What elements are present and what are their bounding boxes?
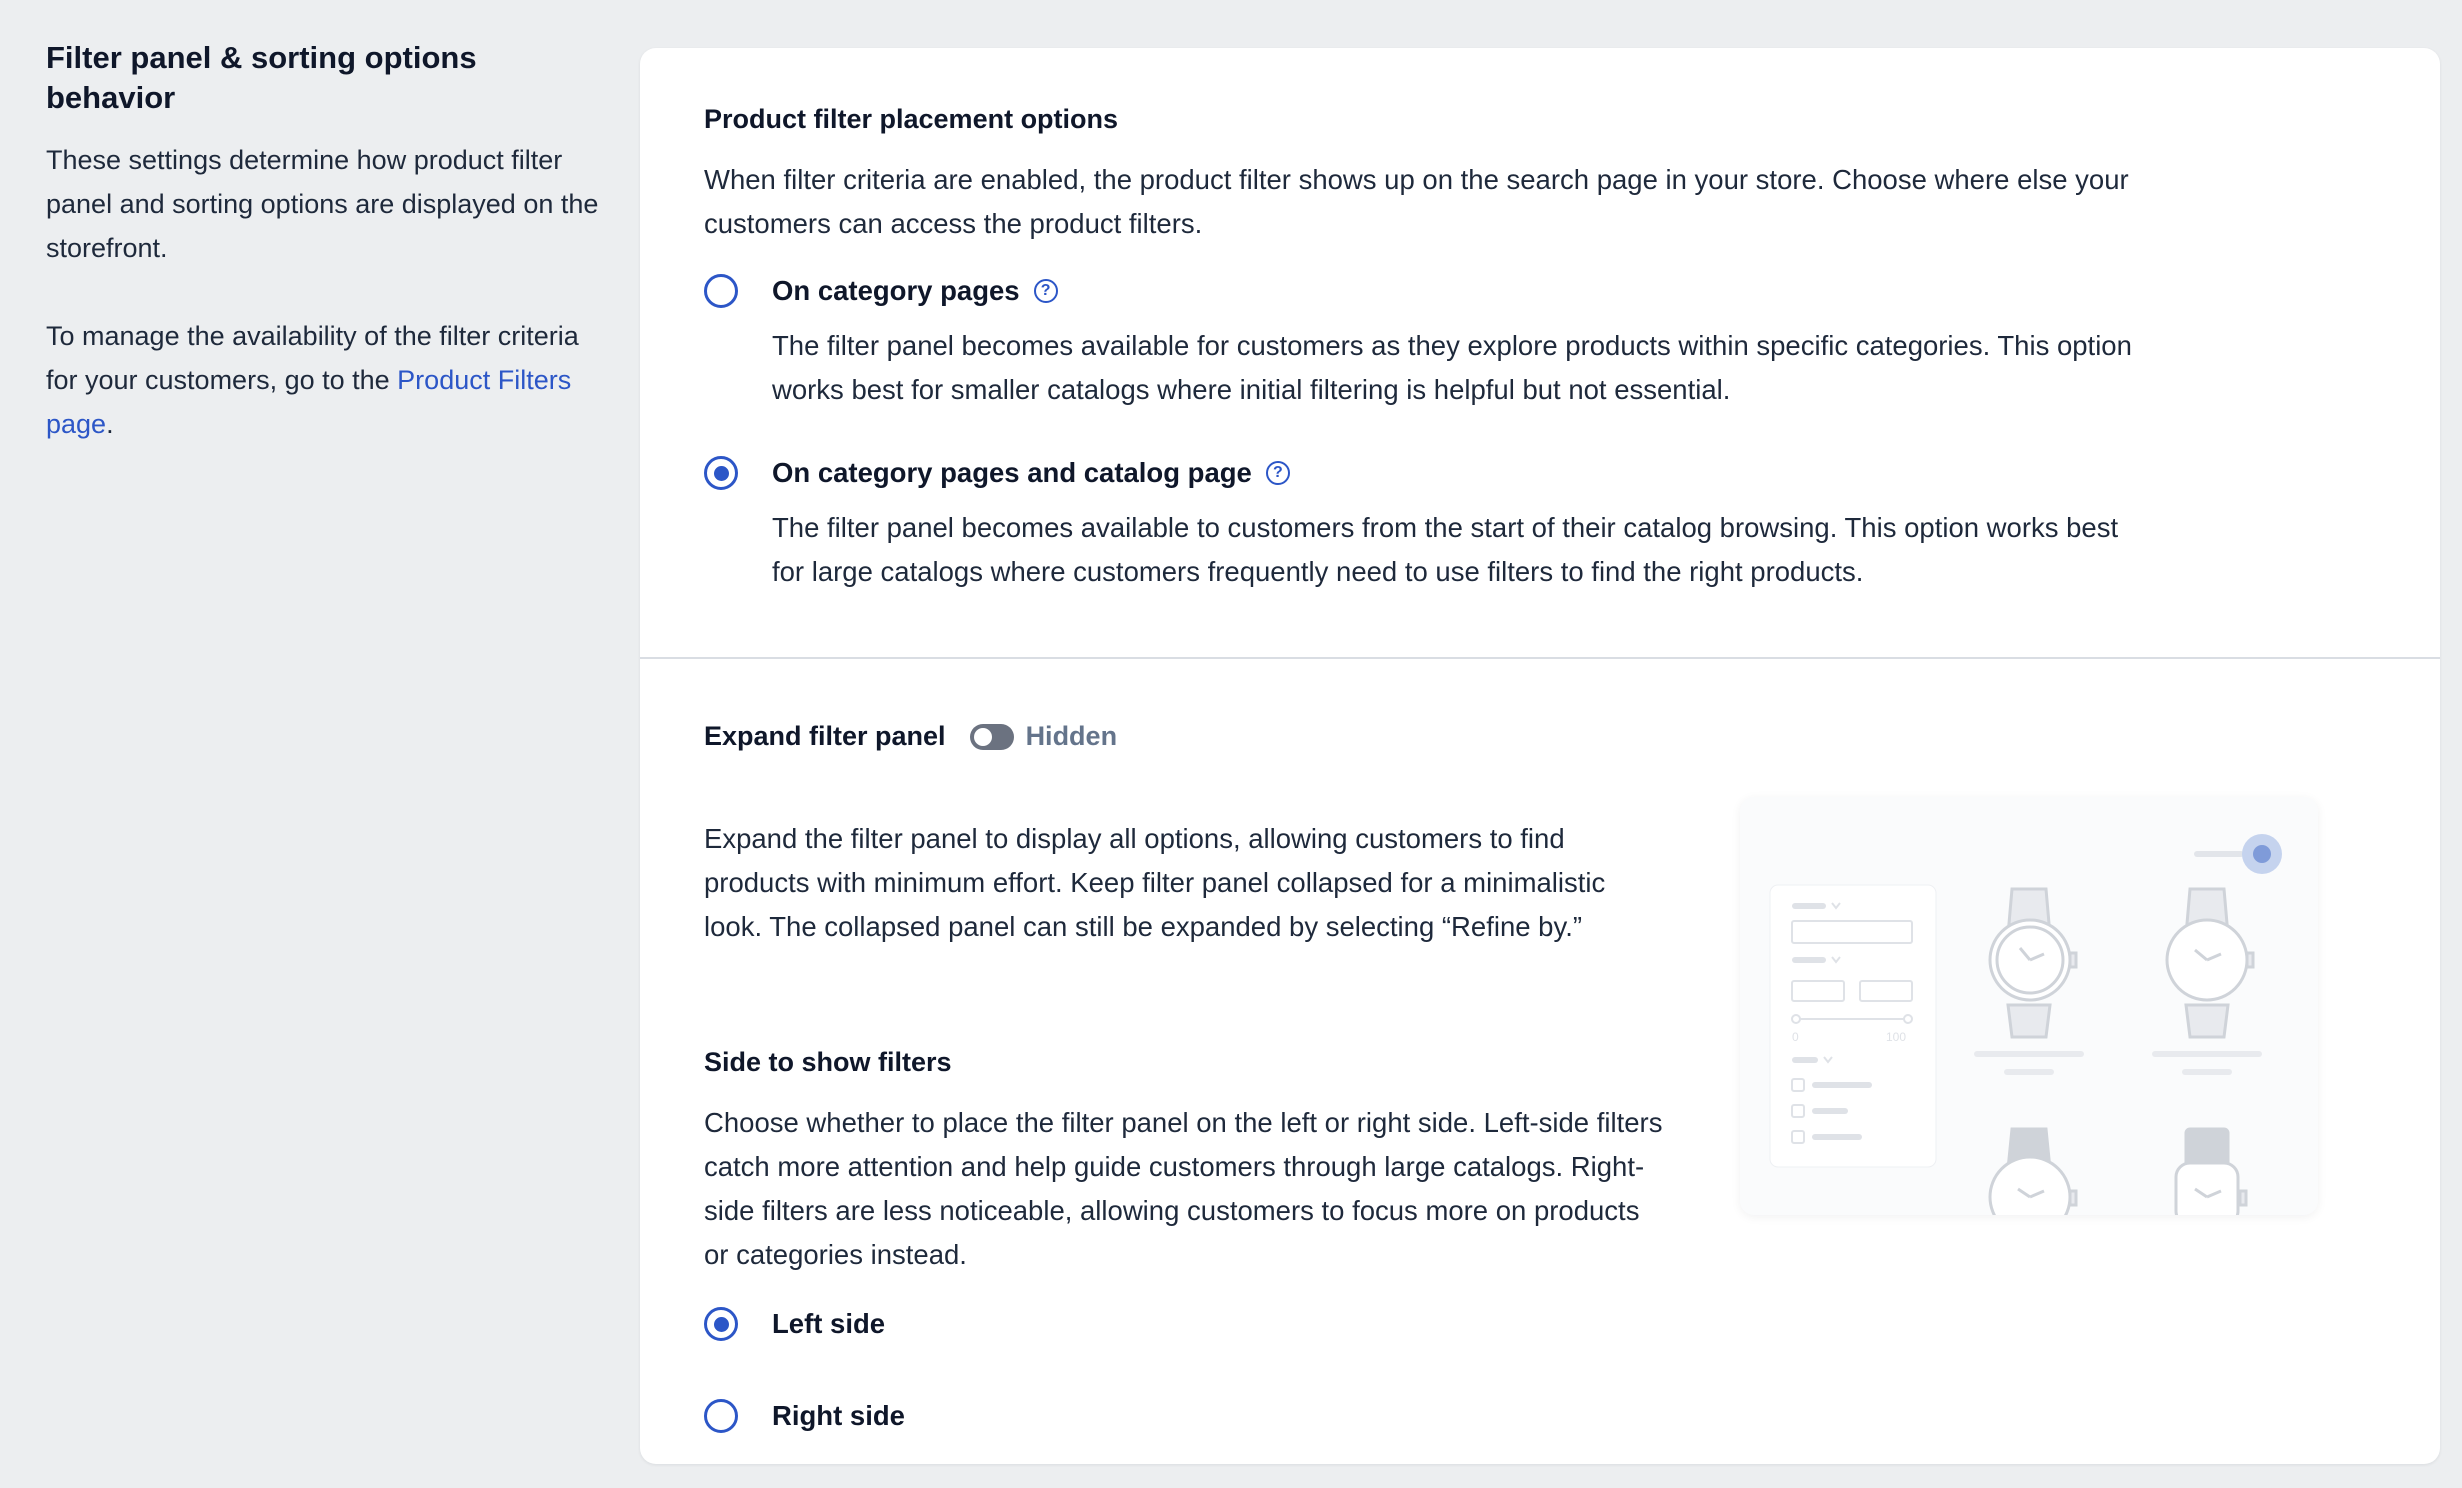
option-category-pages[interactable]	[704, 274, 1058, 308]
placement-section	[640, 48, 2440, 658]
section-title: Filter panel & sorting options behavior	[46, 40, 477, 115]
radio-category-pages[interactable]	[704, 274, 738, 308]
side-title: Side to show filters	[704, 1047, 952, 1077]
section-description-text: These settings determine how product filter panel and sorting options are displayed on the storefront.	[46, 145, 599, 263]
option-description: The filter panel becomes available for customers as they explore products within specific categories. This option works best for smaller catalogs where initial filtering is helpful but not essential.	[772, 330, 2132, 405]
radio-left-side[interactable]	[704, 1307, 738, 1341]
illus-watch-2	[2167, 889, 2253, 1037]
option-category-and-catalog[interactable]	[704, 456, 1290, 490]
help-icon[interactable]: ?	[1034, 279, 1058, 303]
illus-toggle-track	[2194, 851, 2244, 857]
settings-card	[640, 48, 2440, 1464]
help-icon[interactable]: ?	[1266, 461, 1290, 485]
product-filters-link[interactable]: Product Filters page	[46, 365, 572, 439]
option-label: On category pages and catalog page	[772, 457, 1252, 488]
illustration-graphic	[1740, 797, 2318, 1215]
option-description: The filter panel becomes available to customers from the start of their catalog browsing. This option works best for large catalogs where customers frequently need to use filters to find the right products.	[772, 512, 2119, 587]
placement-description: When filter criteria are enabled, the product filter shows up on the search page in your store. Choose where else your customers can access the product filters.	[704, 164, 2129, 239]
option-label: On category pages	[772, 275, 1020, 306]
option-label: Right side	[772, 1400, 905, 1431]
illus-watch-1	[1990, 889, 2076, 1037]
filter-panel-illustration	[1740, 797, 2318, 1215]
expand-section	[640, 659, 2440, 1464]
illus-toggle-knob	[2253, 845, 2271, 863]
illus-range-max: 100	[1886, 1030, 1907, 1044]
toggle-state-label: Hidden	[1025, 721, 1118, 751]
option-right-side[interactable]	[704, 1399, 905, 1433]
section-description	[46, 38, 606, 446]
illus-watch-3	[1990, 1129, 2076, 1215]
placement-title: Product filter placement options	[704, 104, 1119, 134]
side-description: Choose whether to place the filter panel on the left or right side. Left-side filters catch more attention and help guide customers through large catalogs. Right-side filters are less noticeable, allowing customers to focus more on products or categories instead.	[704, 1107, 1663, 1270]
radio-category-and-catalog[interactable]	[704, 456, 738, 490]
manage-filters-text: To manage the availability of the filter criteria for your customers, go to the Product Filters page.	[46, 321, 579, 439]
expand-description: Expand the filter panel to display all options, allowing customers to find products with minimum effort. Keep filter panel collapsed for a minimalistic look. The collapsed panel can still be expanded by selecting “Refine by.”	[704, 823, 1606, 942]
illus-range-min: 0	[1792, 1030, 1799, 1044]
option-left-side[interactable]	[704, 1307, 885, 1341]
option-label: Left side	[772, 1308, 886, 1339]
expand-title: Expand filter panel	[704, 721, 946, 751]
radio-right-side[interactable]	[704, 1399, 738, 1433]
expand-toggle[interactable]	[970, 724, 1014, 750]
illus-watch-4	[2176, 1129, 2246, 1215]
expand-toggle-row	[704, 721, 1117, 752]
